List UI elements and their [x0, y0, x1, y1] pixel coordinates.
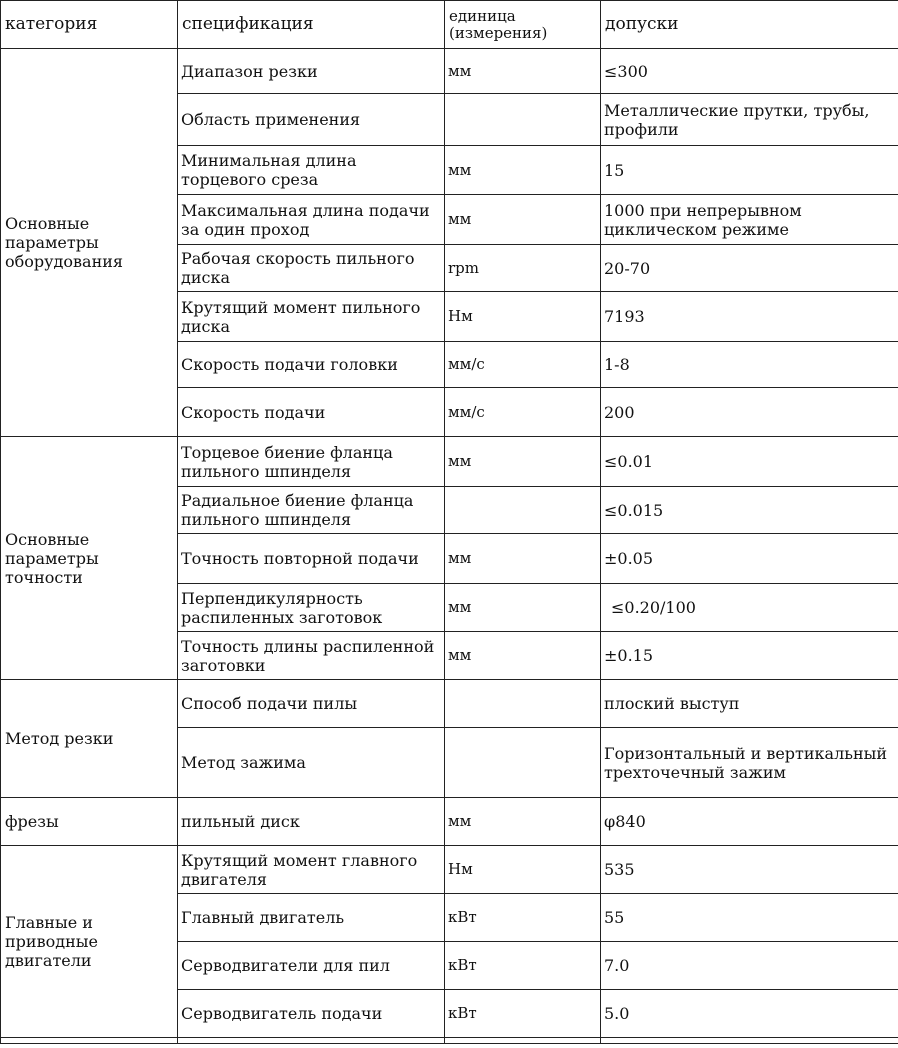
unit-cell: мм — [445, 146, 601, 195]
table-row — [1, 798, 898, 846]
spec-cell: Серводвигатели для пил — [178, 942, 445, 990]
spec-cell: Способ подачи пилы — [178, 680, 445, 728]
table-row-cut — [1, 1038, 898, 1044]
tolerance-cell: 200 — [601, 388, 898, 437]
spec-cell: Область применения — [178, 94, 445, 146]
tolerance-cell: плоский выступ — [601, 680, 898, 728]
unit-cell: мм — [445, 195, 601, 245]
category-cell: Метод резки — [1, 680, 178, 798]
unit-cell: мм/с — [445, 388, 601, 437]
spec-cell: Главный двигатель — [178, 894, 445, 942]
tolerance-cell: ±0.15 — [601, 632, 898, 680]
unit-cell: мм — [445, 798, 601, 846]
unit-cell: мм — [445, 437, 601, 487]
spec-cell: Крутящий момент главного двигателя — [178, 846, 445, 894]
unit-cell — [445, 487, 601, 534]
unit-cell — [445, 680, 601, 728]
spec-cell: пильный диск — [178, 798, 445, 846]
header-spec: спецификация — [178, 1, 445, 49]
spec-cell: Радиальное биение фланца пильного шпинделя — [178, 487, 445, 534]
spec-cell: Скорость подачи головки — [178, 342, 445, 388]
empty-cell — [1, 1038, 178, 1044]
unit-cell: кВт — [445, 990, 601, 1038]
tolerance-cell: ≤0.20/100 — [601, 584, 898, 632]
tolerance-cell: 15 — [601, 146, 898, 195]
tolerance-cell: 7193 — [601, 292, 898, 342]
header-row — [1, 1, 898, 49]
unit-cell: мм — [445, 49, 601, 94]
unit-cell: мм — [445, 632, 601, 680]
category-cell: Главные и приводные двигатели — [1, 846, 178, 1038]
tolerance-cell: ≤0.015 — [601, 487, 898, 534]
tolerance-cell: Металлические прутки, трубы, профили — [601, 94, 898, 146]
tolerance-cell: Горизонтальный и вертикальный трехточечный зажим — [601, 728, 898, 798]
header-tolerance: допуски — [601, 1, 898, 49]
header-category: категория — [1, 1, 178, 49]
unit-cell: мм/с — [445, 342, 601, 388]
spec-cell: Скорость подачи — [178, 388, 445, 437]
unit-cell: мм — [445, 534, 601, 584]
spec-cell: Торцевое биение фланца пильного шпинделя — [178, 437, 445, 487]
unit-cell: мм — [445, 584, 601, 632]
table-row — [1, 49, 898, 94]
category-cell: фрезы — [1, 798, 178, 846]
tolerance-cell: 7.0 — [601, 942, 898, 990]
tolerance-cell: φ840 — [601, 798, 898, 846]
tolerance-cell: 535 — [601, 846, 898, 894]
spec-cell: Метод зажима — [178, 728, 445, 798]
spec-cell: Диапазон резки — [178, 49, 445, 94]
tolerance-cell: 1-8 — [601, 342, 898, 388]
tolerance-cell: 20-70 — [601, 245, 898, 292]
tolerance-cell: 55 — [601, 894, 898, 942]
category-cell: Основные параметры оборудования — [1, 49, 178, 437]
tolerance-cell: ±0.05 — [601, 534, 898, 584]
spec-cell: Серводвигатель подачи — [178, 990, 445, 1038]
spec-cell: Крутящий момент пильного диска — [178, 292, 445, 342]
spec-cell: Точность повторной подачи — [178, 534, 445, 584]
spec-cell: Максимальная длина подачи за один проход — [178, 195, 445, 245]
unit-cell: Нм — [445, 292, 601, 342]
empty-cell — [601, 1038, 898, 1044]
spec-cell: Рабочая скорость пильного диска — [178, 245, 445, 292]
table-row — [1, 680, 898, 728]
spec-cell: Перпендикулярность распиленных заготовок — [178, 584, 445, 632]
tolerance-cell: ≤300 — [601, 49, 898, 94]
tolerance-cell: 1000 при непрерывном циклическом режиме — [601, 195, 898, 245]
spec-cell: Точность длины распиленной заготовки — [178, 632, 445, 680]
category-cell: Основные параметры точности — [1, 437, 178, 680]
empty-cell — [445, 1038, 601, 1044]
tolerance-cell: 5.0 — [601, 990, 898, 1038]
unit-cell — [445, 728, 601, 798]
spec-cell: Минимальная длина торцевого среза — [178, 146, 445, 195]
unit-cell: Нм — [445, 846, 601, 894]
unit-cell: кВт — [445, 894, 601, 942]
header-unit: единица (измерения) — [445, 1, 601, 49]
tolerance-cell: ≤0.01 — [601, 437, 898, 487]
table-row — [1, 437, 898, 487]
table-row — [1, 846, 898, 894]
empty-cell — [178, 1038, 445, 1044]
unit-cell — [445, 94, 601, 146]
unit-cell: rpm — [445, 245, 601, 292]
unit-cell: кВт — [445, 942, 601, 990]
